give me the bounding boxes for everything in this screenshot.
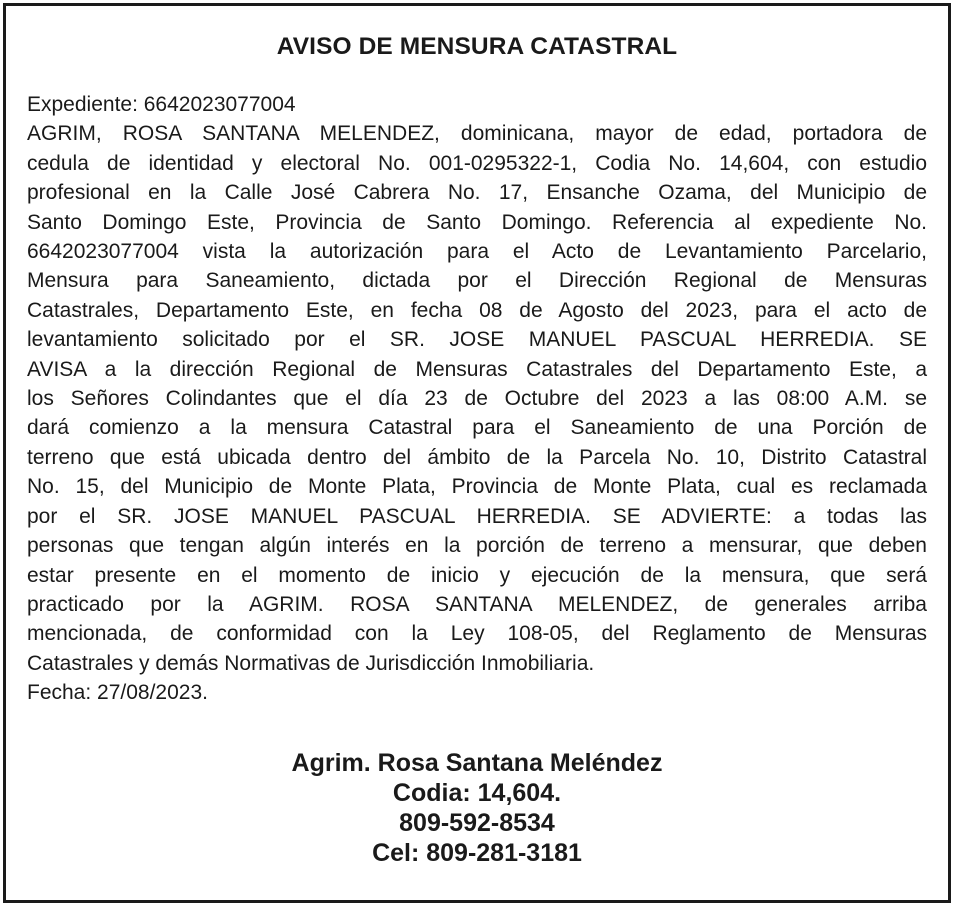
body-line: Santo Domingo Este, Provincia de Santo Domingo. Referencia al expediente No. xyxy=(27,210,927,234)
body-line: terreno que está ubicada dentro del ámbito de la Parcela No. 10, Distrito Catastral xyxy=(27,445,927,469)
notice-body xyxy=(27,90,927,708)
body-line: levantamiento solicitado por el SR. JOSE MANUEL PASCUAL HERREDIA. SE xyxy=(27,328,927,352)
signature-phone: 809-592-8534 xyxy=(399,808,555,837)
body-line: 6642023077004 vista la autorización para el Acto de Levantamiento Parcelario, xyxy=(27,240,927,264)
body-line: estar presente en el momento de inicio y ejecución de la mensura, que será xyxy=(27,563,927,587)
body-line: mencionada, de conformidad con la Ley 108-05, del Reglamento de Mensuras xyxy=(27,622,927,646)
signature-codia: Codia: 14,604. xyxy=(392,778,562,807)
body-line: por el SR. JOSE MANUEL PASCUAL HERREDIA. SE ADVIERTE: a todas las xyxy=(27,504,927,528)
fecha-line: Fecha: 27/08/2023. xyxy=(27,681,208,705)
body-line: AGRIM, ROSA SANTANA MELENDEZ, dominicana, mayor de edad, portadora de xyxy=(27,122,927,146)
body-line: Catastrales, Departamento Este, en fecha 08 de Agosto del 2023, para el acto de xyxy=(27,298,927,322)
body-line: profesional en la Calle José Cabrera No. 17, Ensanche Ozama, del Municipio de xyxy=(27,181,927,205)
body-line: dará comienzo a la mensura Catastral para el Saneamiento de una Porción de xyxy=(27,416,927,440)
notice-box xyxy=(3,3,951,903)
signature-name: Agrim. Rosa Santana Meléndez xyxy=(291,748,663,777)
signature-block xyxy=(27,748,927,868)
body-line: cedula de identidad y electoral No. 001-0295322-1, Codia No. 14,604, con estudio xyxy=(27,151,927,175)
body-line: Catastrales y demás Normativas de Jurisdicción Inmobiliaria. xyxy=(27,651,595,675)
expediente-line: Expediente: 6642023077004 xyxy=(27,93,296,116)
body-line: personas que tengan algún interés en la porción de terreno a mensurar, que deben xyxy=(27,534,927,558)
body-line: los Señores Colindantes que el día 23 de Octubre del 2023 a las 08:00 A.M. se xyxy=(27,387,927,411)
body-line: AVISA a la dirección Regional de Mensuras Catastrales del Departamento Este, a xyxy=(27,357,927,381)
body-line: No. 15, del Municipio de Monte Plata, Provincia de Monte Plata, cual es reclamada xyxy=(27,475,927,499)
notice-title: AVISO DE MENSURA CATASTRAL xyxy=(276,33,678,60)
body-line: practicado por la AGRIM. ROSA SANTANA MELENDEZ, de generales arriba xyxy=(27,592,927,616)
body-line: Mensura para Saneamiento, dictada por el Dirección Regional de Mensuras xyxy=(27,269,927,293)
signature-cell: Cel: 809-281-3181 xyxy=(372,838,582,867)
